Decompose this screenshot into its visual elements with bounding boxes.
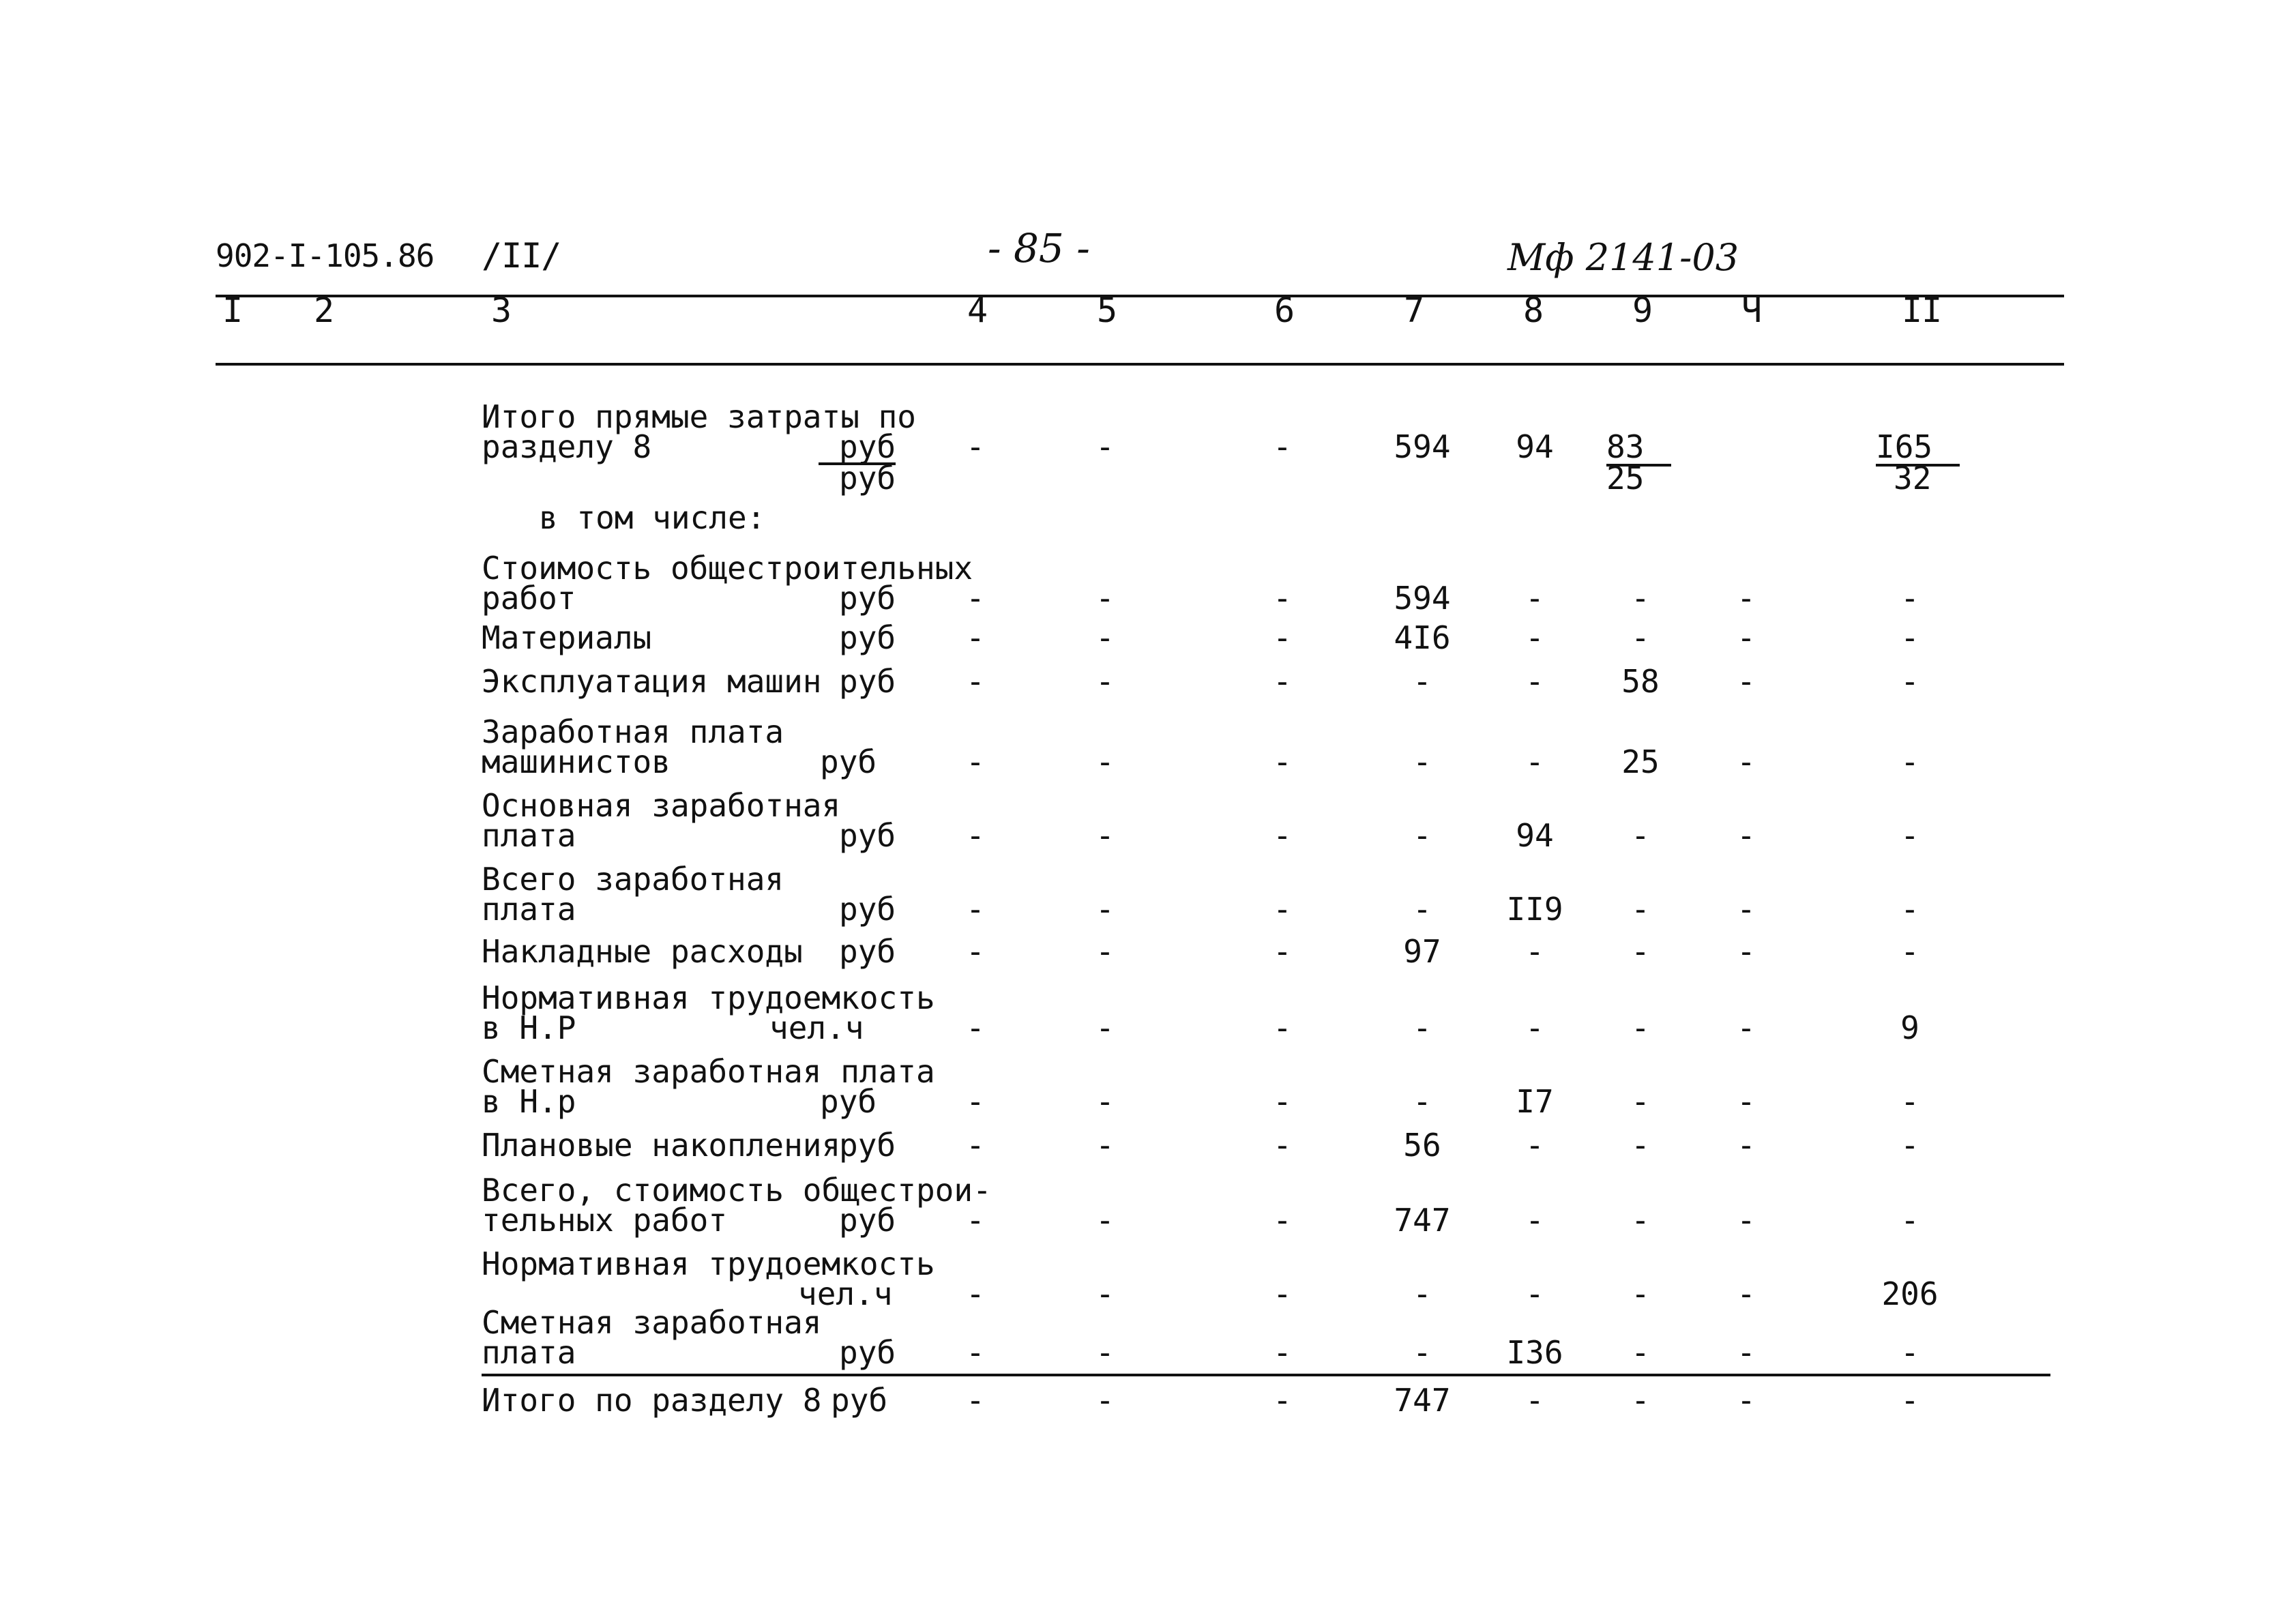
table-cell-c9: - xyxy=(1631,1127,1650,1164)
table-cell-c11: - xyxy=(1900,580,1919,617)
fraction-denominator: 25 xyxy=(1606,460,1645,497)
table-cell-c5: - xyxy=(1095,619,1115,656)
table-cell-c7: - xyxy=(1413,1275,1432,1312)
fraction-numerator: I65 xyxy=(1876,431,1960,467)
table-cell-c6: - xyxy=(1273,619,1292,656)
row-label: Итого по разделу 8 xyxy=(482,1382,822,1419)
table-cell-c11: - xyxy=(1900,743,1919,780)
table-cell-c6: - xyxy=(1273,580,1292,617)
table-cell-c8: - xyxy=(1525,1202,1544,1239)
table-cell-c6: - xyxy=(1273,1083,1292,1120)
table-cell-c10: - xyxy=(1737,1334,1756,1371)
table-cell-c6: - xyxy=(1273,428,1292,465)
row-unit: руб xyxy=(819,431,896,465)
table-cell-c7: 594 xyxy=(1394,580,1451,617)
table-cell-c6: - xyxy=(1273,1334,1292,1371)
row-label: в Н.р xyxy=(482,1083,576,1120)
table-cell-c4: - xyxy=(966,1083,985,1120)
column-header-2: 2 xyxy=(314,291,334,330)
table-cell-c9: 58 xyxy=(1621,663,1660,700)
table-cell-c4: - xyxy=(966,1275,985,1312)
table-cell-c9: - xyxy=(1631,1083,1650,1120)
table-cell-c11: - xyxy=(1900,1334,1919,1371)
table-cell-c7: 97 xyxy=(1403,933,1441,970)
table-cell-c7: - xyxy=(1413,817,1432,854)
row-label: в Н.Р xyxy=(482,1009,576,1046)
table-cell-c4: - xyxy=(966,619,985,656)
row-label: плата xyxy=(482,891,576,928)
table-cell-c11: - xyxy=(1900,817,1919,854)
table-cell-c5: - xyxy=(1095,743,1115,780)
table-cell-c5: - xyxy=(1095,933,1115,970)
table-cell-c4: - xyxy=(966,1009,985,1046)
table-cell-c10: - xyxy=(1737,619,1756,656)
table-cell-c7: 747 xyxy=(1394,1382,1451,1419)
column-header-8: 8 xyxy=(1523,291,1544,330)
column-header-9: 9 xyxy=(1632,291,1653,330)
table-cell-c8: - xyxy=(1525,580,1544,617)
table-cell-c4: - xyxy=(966,1334,985,1371)
table-cell-c5: - xyxy=(1095,663,1115,700)
table-cell-c8: - xyxy=(1525,1382,1544,1419)
column-header-5: 5 xyxy=(1097,291,1117,330)
table-cell-c10: - xyxy=(1737,1127,1756,1164)
row-label: Сметная заработная плата xyxy=(482,1053,935,1090)
table-cell-c4: - xyxy=(966,817,985,854)
row-label: разделу 8 xyxy=(482,428,652,465)
table-cell-c5: - xyxy=(1095,580,1115,617)
archive-stamp: Мф 2141-03 xyxy=(1507,236,1739,279)
row-label: работ xyxy=(482,580,576,617)
table-cell-c11: - xyxy=(1900,619,1919,656)
table-cell-c8: - xyxy=(1525,1275,1544,1312)
column-header-10: Ч xyxy=(1741,291,1762,330)
table-cell-c9: - xyxy=(1631,817,1650,854)
table-cell-c9: - xyxy=(1631,891,1650,928)
table-cell-c8: II9 xyxy=(1506,891,1563,928)
table-cell-c4: - xyxy=(966,933,985,970)
table-cell-c6: - xyxy=(1273,933,1292,970)
row-label: Нормативная трудоемкость xyxy=(482,979,935,1016)
row-label: Основная заработная xyxy=(482,787,841,824)
table-cell-c10: - xyxy=(1737,1083,1756,1120)
table-cell-c6: - xyxy=(1273,1009,1292,1046)
table-cell-c4: - xyxy=(966,1202,985,1239)
table-cell-c6: - xyxy=(1273,1127,1292,1164)
row-label: Нормативная трудоемкость xyxy=(482,1245,935,1282)
table-cell-c4: - xyxy=(966,891,985,928)
row-label: Сметная заработная xyxy=(482,1304,822,1341)
table-cell-c11: - xyxy=(1900,663,1919,700)
row-label: Эксплуатация машин xyxy=(482,663,822,700)
fraction-cell-c9 xyxy=(1606,428,1671,497)
volume-label: /II/ xyxy=(482,236,561,276)
row-unit: руб xyxy=(839,1334,896,1371)
table-cell-c10: - xyxy=(1737,663,1756,700)
table-cell-c4: - xyxy=(966,1127,985,1164)
row-unit: руб xyxy=(839,891,896,928)
table-cell-c9: - xyxy=(1631,1382,1650,1419)
table-cell-c5: - xyxy=(1095,428,1115,465)
table-cell-c4: - xyxy=(966,1382,985,1419)
total-rule xyxy=(482,1374,2050,1376)
page-number: - 85 - xyxy=(988,225,1090,271)
row-label: Материалы xyxy=(482,619,652,656)
column-header-1: I xyxy=(222,291,243,330)
table-cell-c11: 9 xyxy=(1900,1009,1919,1046)
table-cell-c6: - xyxy=(1273,817,1292,854)
row-label: Плановые накопления xyxy=(482,1127,841,1164)
table-cell-c6: - xyxy=(1273,1202,1292,1239)
table-cell-c10: - xyxy=(1737,933,1756,970)
table-cell-c8: 94 xyxy=(1516,428,1554,465)
row-unit: руб xyxy=(839,663,896,700)
fraction-denominator: 32 xyxy=(1894,460,1932,497)
table-cell-c5: - xyxy=(1095,817,1115,854)
row-label: в том числе: xyxy=(539,499,766,536)
row-label: плата xyxy=(482,1334,576,1371)
table-cell-c9: - xyxy=(1631,619,1650,656)
table-cell-c5: - xyxy=(1095,1275,1115,1312)
table-cell-c10: - xyxy=(1737,1275,1756,1312)
table-cell-c9: - xyxy=(1631,933,1650,970)
table-cell-c8: - xyxy=(1525,1127,1544,1164)
column-header-11: II xyxy=(1902,291,1942,330)
table-cell-c7: - xyxy=(1413,1083,1432,1120)
table-cell-c9: - xyxy=(1631,1275,1650,1312)
table-cell-c11: - xyxy=(1900,1127,1919,1164)
table-cell-c5: - xyxy=(1095,1334,1115,1371)
table-cell-c8: - xyxy=(1525,619,1544,656)
row-label: Заработная плата xyxy=(482,713,784,750)
row-label: Итого прямые затраты по xyxy=(482,398,916,435)
table-cell-c11: - xyxy=(1900,933,1919,970)
table-cell-c9: - xyxy=(1631,1334,1650,1371)
column-header-7: 7 xyxy=(1404,291,1424,330)
table-cell-c10: - xyxy=(1737,1382,1756,1419)
table-cell-c5: - xyxy=(1095,1009,1115,1046)
table-cell-c8: I7 xyxy=(1516,1083,1554,1120)
table-cell-c10: - xyxy=(1737,743,1756,780)
fraction-cell-c11 xyxy=(1876,428,1960,497)
table-cell-c6: - xyxy=(1273,743,1292,780)
row-label: тельных работ xyxy=(482,1202,728,1239)
table-cell-c11: - xyxy=(1900,1202,1919,1239)
table-cell-c11: - xyxy=(1900,1083,1919,1120)
row-unit: руб xyxy=(831,1382,888,1419)
row-unit: руб xyxy=(839,580,896,617)
table-cell-c4: - xyxy=(966,580,985,617)
table-cell-c10: - xyxy=(1737,580,1756,617)
table-cell-c7: 4I6 xyxy=(1394,619,1451,656)
table-cell-c9: 25 xyxy=(1621,743,1660,780)
table-cell-c5: - xyxy=(1095,1083,1115,1120)
table-cell-c8: I36 xyxy=(1506,1334,1563,1371)
row-unit: руб xyxy=(839,933,896,970)
row-unit: руб xyxy=(839,1127,896,1164)
table-cell-c5: - xyxy=(1095,1202,1115,1239)
table-cell-c6: - xyxy=(1273,891,1292,928)
row-unit: чел.ч xyxy=(798,1275,893,1312)
table-cell-c9: - xyxy=(1631,1202,1650,1239)
table-cell-c7: 594 xyxy=(1394,428,1451,465)
table-cell-c5: - xyxy=(1095,1382,1115,1419)
row-unit-denominator: руб xyxy=(839,460,896,497)
table-cell-c6: - xyxy=(1273,1382,1292,1419)
column-header-4: 4 xyxy=(967,291,988,330)
table-cell-c7: - xyxy=(1413,663,1432,700)
table-cell-c8: - xyxy=(1525,1009,1544,1046)
table-cell-c7: - xyxy=(1413,1334,1432,1371)
row-label: Накладные расходы xyxy=(482,933,803,970)
row-label: Всего заработная xyxy=(482,861,784,898)
column-header-6: 6 xyxy=(1274,291,1295,330)
table-cell-c7: 747 xyxy=(1394,1202,1451,1239)
table-cell-c4: - xyxy=(966,428,985,465)
table-cell-c8: 94 xyxy=(1516,817,1554,854)
table-cell-c7: - xyxy=(1413,891,1432,928)
row-unit: руб xyxy=(820,1083,877,1120)
table-cell-c7: 56 xyxy=(1403,1127,1441,1164)
table-cell-c5: - xyxy=(1095,1127,1115,1164)
row-label: машинистов xyxy=(482,743,671,780)
table-cell-c4: - xyxy=(966,743,985,780)
fraction-numerator: 83 xyxy=(1606,431,1671,467)
table-cell-c5: - xyxy=(1095,891,1115,928)
row-unit: руб xyxy=(839,1202,896,1239)
table-cell-c10: - xyxy=(1737,891,1756,928)
header-rule-bottom xyxy=(216,363,2064,366)
table-cell-c7: - xyxy=(1413,743,1432,780)
table-cell-c6: - xyxy=(1273,663,1292,700)
table-cell-c7: - xyxy=(1413,1009,1432,1046)
row-label: плата xyxy=(482,817,576,854)
row-label: Всего, стоимость общестрои- xyxy=(482,1172,992,1209)
table-cell-c11: - xyxy=(1900,1382,1919,1419)
table-cell-c8: - xyxy=(1525,743,1544,780)
table-cell-c11: - xyxy=(1900,891,1919,928)
table-cell-c10: - xyxy=(1737,1202,1756,1239)
table-cell-c11: 206 xyxy=(1881,1275,1939,1312)
table-cell-c9: - xyxy=(1631,580,1650,617)
table-cell-c8: - xyxy=(1525,933,1544,970)
row-unit: руб xyxy=(839,817,896,854)
table-cell-c4: - xyxy=(966,663,985,700)
row-unit: чел.ч xyxy=(769,1009,864,1046)
table-cell-c9: - xyxy=(1631,1009,1650,1046)
table-cell-c6: - xyxy=(1273,1275,1292,1312)
doc-code: 902-I-105.86 xyxy=(216,237,435,274)
table-cell-c10: - xyxy=(1737,1009,1756,1046)
table-cell-c10: - xyxy=(1737,817,1756,854)
row-unit: руб xyxy=(820,743,877,780)
column-header-3: 3 xyxy=(491,291,512,330)
table-cell-c8: - xyxy=(1525,663,1544,700)
row-label: Стоимость общестроительных xyxy=(482,550,973,587)
row-unit: руб xyxy=(839,619,896,656)
